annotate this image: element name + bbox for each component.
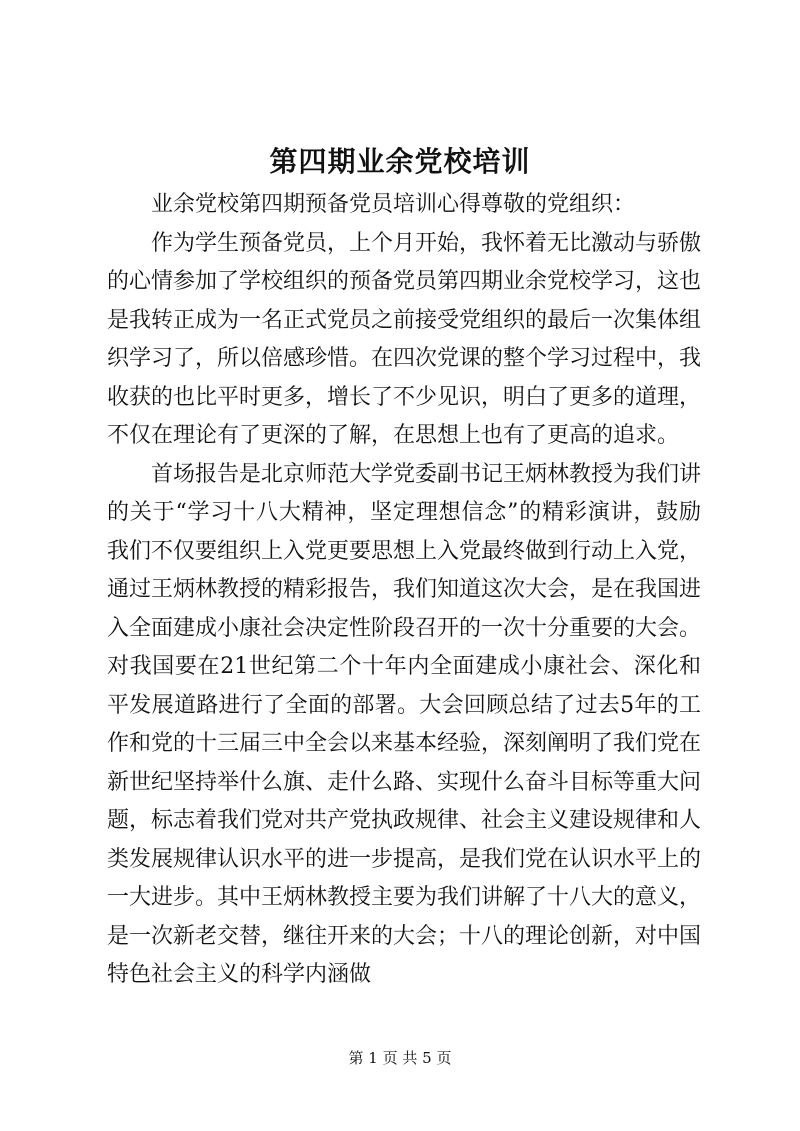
document-title: 第四期业余党校培训	[269, 145, 531, 178]
paragraph-intro: 作为学生预备党员，上个月开始，我怀着无比激动与骄傲的心情参加了学校组织的预备党员第四期业余党校学习，这也是我转正成为一名正式党员之前接受党组织的最后一次集体组织学习了，所以倍感珍惜。在四次党课的整个学习过程中，我收获的也比平时更多，增长了不少见识，明白了更多的道理，不仅在理论有了更深的了解，在思想上也有了更高的追求。	[107, 230, 702, 448]
page-footer: 第 1 页 共 5 页	[348, 1049, 452, 1067]
paragraph-greeting: 业余党校第四期预备党员培训心得尊敬的党组织：	[151, 192, 636, 217]
document-body	[107, 186, 701, 995]
paragraph-first-report: 首场报告是北京师范大学党委副书记王炳林教授为我们讲的关于“学习十八大精神，坚定理想信念”的精彩演讲，鼓励我们不仅要组织上入党更要思想上入党最终做到行动上入党，通过王炳林教授的精彩报告，我们知道这次大会，是在我国进入全面建成小康社会决定性阶段召开的一次十分重要的大会。对我国要在21世纪第二个十年内全面建成小康社会、深化和平发展道路进行了全面的部署。大会回顾总结了过去5年的工作和党的十三届三中全会以来基本经验，深刻阐明了我们党在新世纪坚持举什么旗、走什么路、实现什么奋斗目标等重大问题，标志着我们党对共产党执政规律、社会主义建设规律和人类发展规律认识水平的进一步提高，是我们党在认识水平上的一大进步。其中王炳林教授主要为我们讲解了十八大的意义，是一次新老交替，继往开来的大会；十八的理论创新，对中国特色社会主义的科学内涵做	[107, 461, 702, 987]
